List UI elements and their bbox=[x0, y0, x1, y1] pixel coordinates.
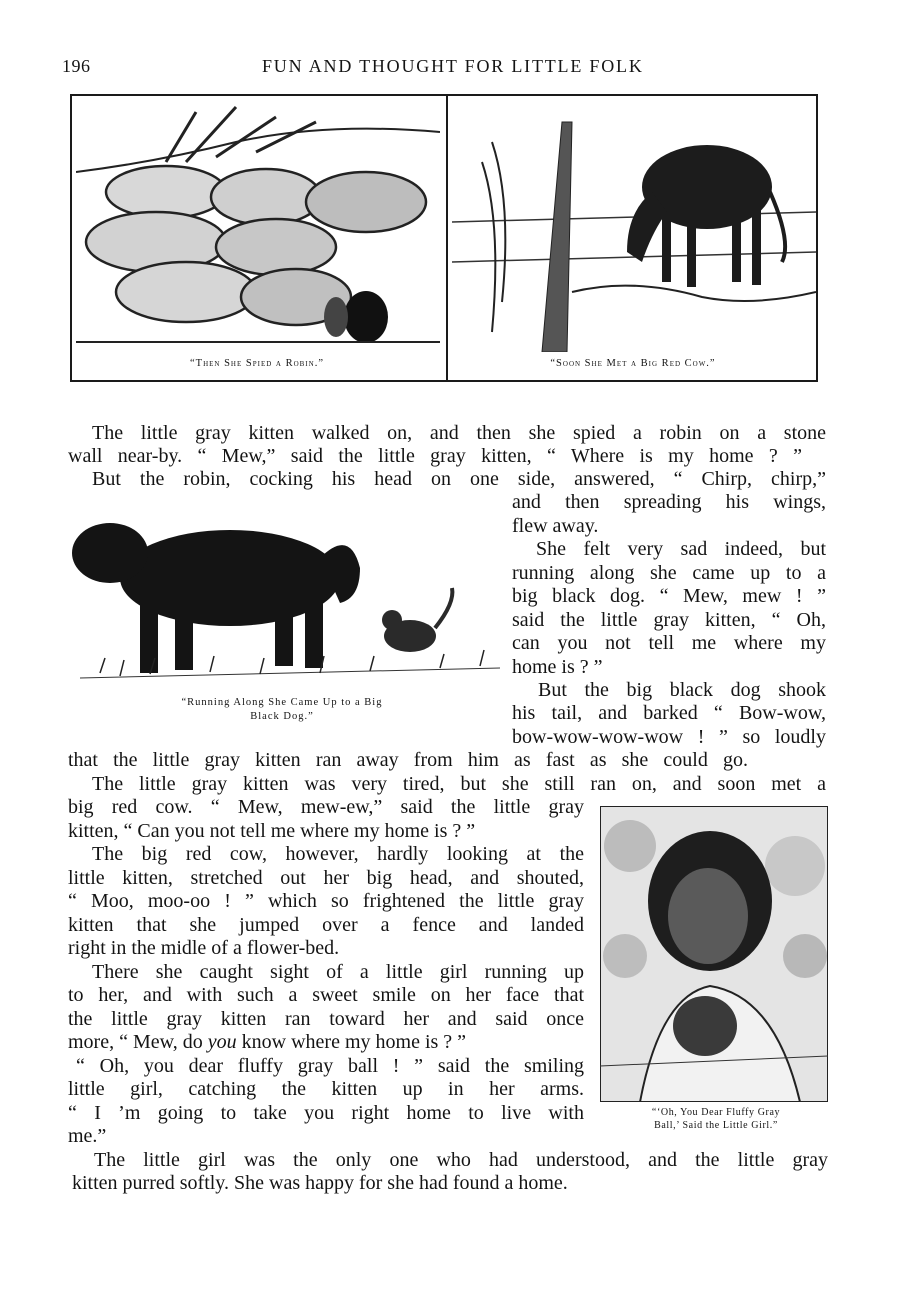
text-line: There she caught sight of a little girl running up bbox=[92, 961, 584, 983]
page-number: 196 bbox=[62, 56, 91, 76]
black-dog-and-kitten-illustration bbox=[60, 508, 500, 696]
text-line: can you not tell me where my bbox=[512, 632, 826, 654]
girl-holding-kitten-illustration bbox=[600, 806, 828, 1102]
cow-grazing-illustration bbox=[452, 102, 816, 352]
text-line: flew away. bbox=[512, 515, 599, 537]
text-line: right in the midle of a flower-bed. bbox=[68, 937, 340, 959]
text-line: kitten, “ Can you not tell me where my home is ? ” bbox=[68, 820, 476, 842]
text-line: big red cow. “ Mew, mew-ew,” said the little gray bbox=[68, 796, 584, 818]
text-line: But the big black dog shook bbox=[538, 679, 826, 701]
text-line: me.” bbox=[68, 1125, 107, 1147]
robin-on-stone-wall-illustration bbox=[76, 102, 440, 352]
text-run: more, “ Mew, do bbox=[68, 1031, 208, 1053]
text-line: The little gray kitten walked on, and then she spied a robin on a stone bbox=[92, 422, 826, 444]
text-line: But the robin, cocking his head on one side, answered, “ Chirp, chirp,” bbox=[92, 468, 826, 490]
text-line: home is ? ” bbox=[512, 656, 603, 678]
girl-caption bbox=[598, 1106, 834, 1132]
emphasis-word: you bbox=[207, 1031, 237, 1053]
illustration-plate bbox=[70, 94, 818, 382]
plate-divider bbox=[446, 96, 448, 380]
text-line: little kitten, stretched out her big head, and shouted, bbox=[68, 867, 584, 889]
text-line: “ I ’m going to take you right home to live with bbox=[68, 1102, 584, 1124]
text-line: big black dog. “ Mew, mew ! ” bbox=[512, 585, 826, 607]
text-line: little girl, catching the kitten up in her arms. bbox=[68, 1078, 584, 1100]
text-line: to her, and with such a sweet smile on her face that bbox=[68, 984, 584, 1006]
text-line: “ Oh, you dear fluffy gray ball ! ” said the smiling bbox=[76, 1055, 584, 1077]
text-run: know where my home is ? ” bbox=[236, 1031, 467, 1053]
text-line: The little girl was the only one who had understood, and the little gray bbox=[94, 1149, 828, 1171]
text-line bbox=[68, 1030, 466, 1054]
text-line: wall near-by. “ Mew,” said the little gray kitten, “ Where is my home ? ” bbox=[68, 445, 802, 467]
text-line: his tail, and barked “ Bow-wow, bbox=[512, 702, 826, 724]
text-line: said the little gray kitten, “ Oh, bbox=[512, 609, 826, 631]
cow-caption: “Soon She Met a Big Red Cow.” bbox=[550, 358, 716, 369]
text-line: and then spreading his wings, bbox=[512, 491, 826, 513]
text-line: that the little gray kitten ran away from him as fast as she could go. bbox=[68, 749, 748, 771]
running-title: FUN AND THOUGHT FOR LITTLE FOLK bbox=[262, 56, 644, 76]
text-line: The big red cow, however, hardly looking at the bbox=[92, 843, 584, 865]
text-line: kitten that she jumped over a fence and landed bbox=[68, 914, 584, 936]
dog-caption-line: “Running Along She Came Up to a Big bbox=[181, 697, 383, 708]
text-line: kitten purred softly. She was happy for she had found a home. bbox=[72, 1172, 568, 1194]
text-line: The little gray kitten was very tired, but she still ran on, and soon met a bbox=[92, 773, 826, 795]
text-line: She felt very sad indeed, but bbox=[536, 538, 826, 560]
girl-caption-line: Ball,’ Said the Little Girl.” bbox=[654, 1120, 778, 1131]
text-line: the little gray kitten ran toward her and said once bbox=[68, 1008, 584, 1030]
text-line: bow-wow-wow-wow ! ” so loudly bbox=[512, 726, 826, 748]
text-line: running along she came up to a bbox=[512, 562, 826, 584]
text-line: “ Moo, moo-oo ! ” which so frightened the little gray bbox=[68, 890, 584, 912]
girl-caption-line: “‘Oh, You Dear Fluffy Gray bbox=[651, 1107, 781, 1118]
dog-caption-line: Black Dog.” bbox=[250, 711, 314, 722]
dog-caption bbox=[92, 696, 472, 724]
robin-caption: “Then She Spied a Robin.” bbox=[190, 358, 324, 369]
